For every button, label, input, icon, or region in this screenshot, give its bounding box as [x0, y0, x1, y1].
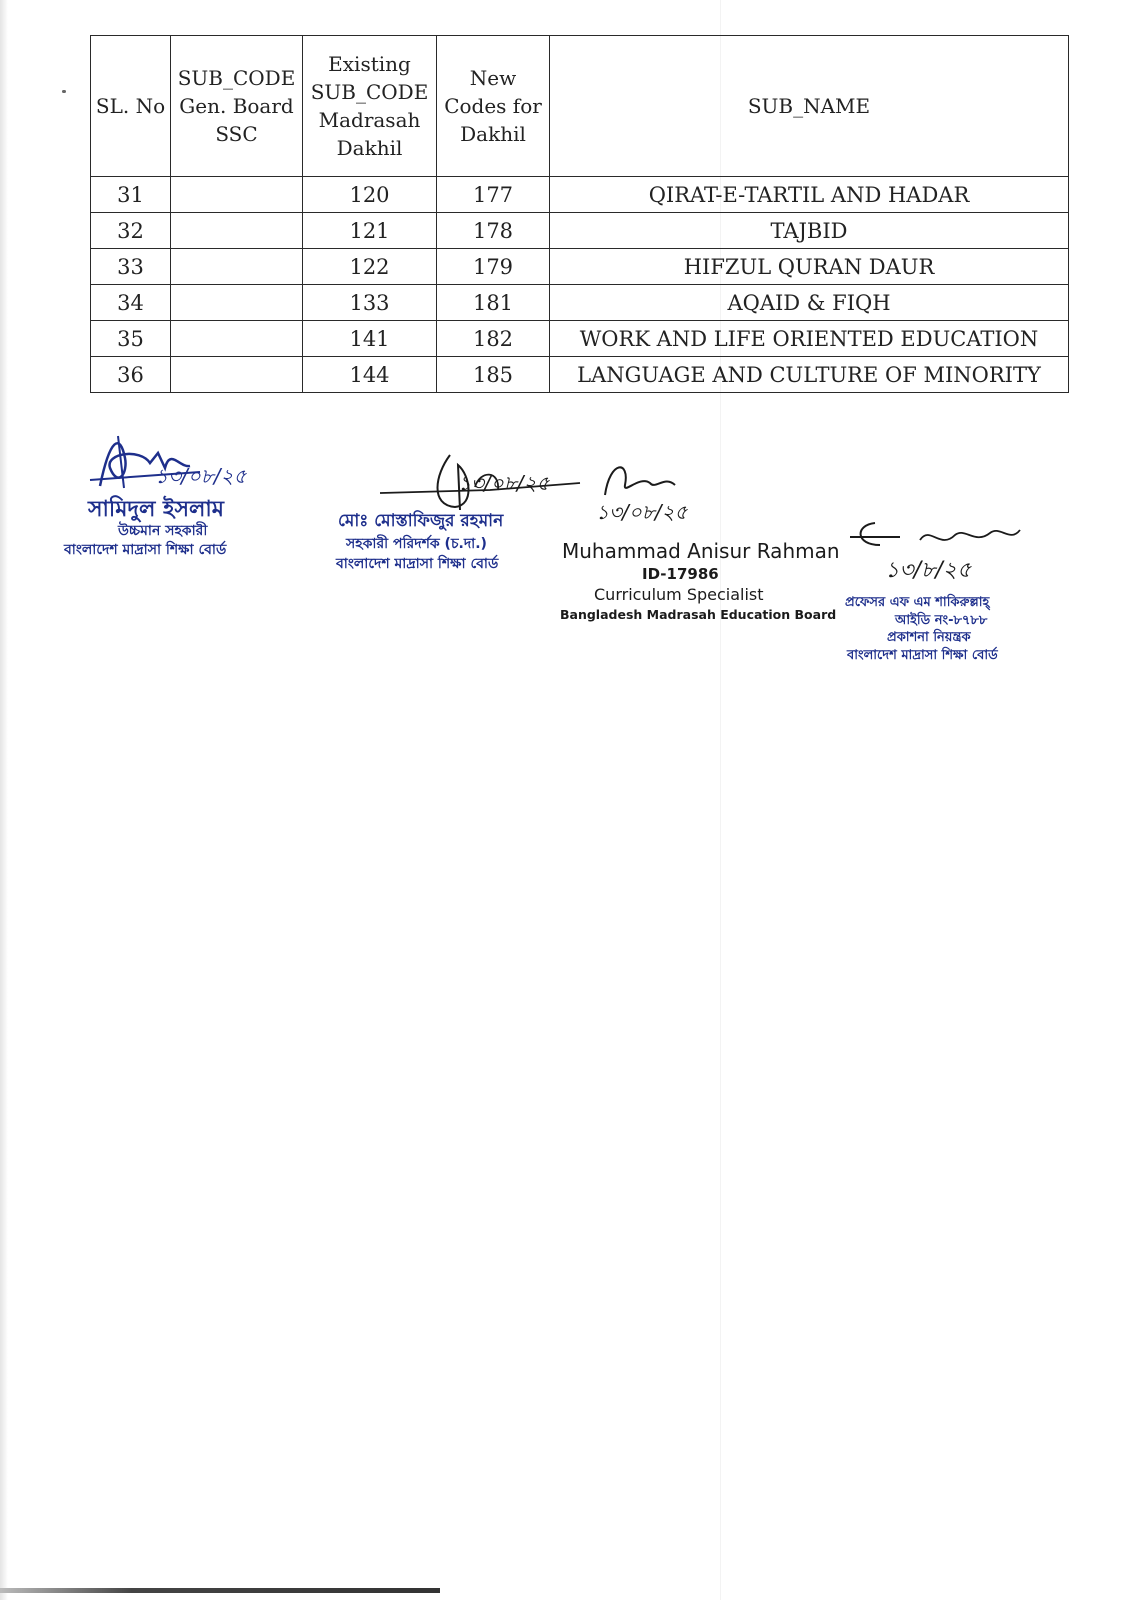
table-row: [91, 357, 1069, 393]
column-header-sl: SL. No: [91, 36, 171, 177]
handwritten-date: ১৩/৮/২৫: [885, 558, 972, 583]
signatory-designation: Curriculum Specialist: [594, 585, 764, 604]
cell-new: 182: [437, 321, 550, 357]
subject-code-table: [90, 35, 1069, 393]
signatory-organization: বাংলাদেশ মাদ্রাসা শিক্ষা বোর্ড: [336, 556, 499, 572]
table-body: [91, 177, 1069, 393]
cell-existing: 141: [303, 321, 437, 357]
cell-existing: 122: [303, 249, 437, 285]
cell-new: 179: [437, 249, 550, 285]
signature-block-4: [845, 515, 1065, 675]
column-header-gen: SUB_CODE Gen. Board SSC: [171, 36, 303, 177]
cell-sl: 34: [91, 285, 171, 321]
signatory-designation: উচ্চমান সহকারী: [118, 523, 208, 539]
cell-existing: 133: [303, 285, 437, 321]
signatory-name: Muhammad Anisur Rahman: [562, 539, 840, 563]
column-header-name: SUB_NAME: [550, 36, 1069, 177]
cell-sl: 35: [91, 321, 171, 357]
signature-block-1: [60, 428, 270, 568]
cell-new: 185: [437, 357, 550, 393]
cell-name: TAJBID: [550, 213, 1069, 249]
table-row: [91, 213, 1069, 249]
cell-sl: 36: [91, 357, 171, 393]
table-row: [91, 177, 1069, 213]
signatory-organization: বাংলাদেশ মাদ্রাসা শিক্ষা বোর্ড: [847, 648, 998, 663]
signature-block-3: [560, 455, 840, 635]
cell-existing: 121: [303, 213, 437, 249]
cell-sl: 32: [91, 213, 171, 249]
signatory-name: প্রফেসর এফ এম শাকিরুল্লাহ্: [845, 595, 990, 610]
signatory-id: ID-17986: [642, 565, 719, 583]
cell-gen: [171, 321, 303, 357]
table-row: [91, 249, 1069, 285]
cell-gen: [171, 357, 303, 393]
signatory-designation: প্রকাশনা নিয়ন্ত্রক: [887, 630, 971, 645]
column-header-existing: Existing SUB_CODE Madrasah Dakhil: [303, 36, 437, 177]
cell-sl: 31: [91, 177, 171, 213]
table-row: [91, 285, 1069, 321]
handwritten-date: ১৩/০৮/২৫: [458, 471, 550, 495]
cell-gen: [171, 213, 303, 249]
cell-gen: [171, 177, 303, 213]
cell-name: AQAID & FIQH: [550, 285, 1069, 321]
cell-new: 181: [437, 285, 550, 321]
cell-existing: 144: [303, 357, 437, 393]
signatory-name: মোঃ মোস্তাফিজুর রহমান: [338, 511, 504, 531]
cell-gen: [171, 249, 303, 285]
scan-speck: [62, 90, 66, 93]
signatory-name: সামিদুল ইসলাম: [88, 497, 224, 522]
cell-name: LANGUAGE AND CULTURE OF MINORITY: [550, 357, 1069, 393]
handwritten-date: ১৩/০৮/২৫: [155, 464, 247, 488]
signatory-id: আইডি নং-৮৭৮৮: [895, 613, 988, 628]
cell-existing: 120: [303, 177, 437, 213]
handwritten-date: ১৩/০৮/২৫: [596, 500, 688, 524]
signatory-designation: সহকারী পরিদর্শক (চ.দা.): [346, 536, 487, 552]
cell-name: HIFZUL QURAN DAUR: [550, 249, 1069, 285]
signature-block-2: [330, 445, 590, 585]
signatory-organization: Bangladesh Madrasah Education Board: [560, 607, 837, 622]
cell-sl: 33: [91, 249, 171, 285]
signatory-organization: বাংলাদেশ মাদ্রাসা শিক্ষা বোর্ড: [64, 542, 227, 558]
cell-name: QIRAT-E-TARTIL AND HADAR: [550, 177, 1069, 213]
cell-gen: [171, 285, 303, 321]
cell-name: WORK AND LIFE ORIENTED EDUCATION: [550, 321, 1069, 357]
scan-bottom-edge: [0, 1588, 440, 1593]
table-header-row: [91, 36, 1069, 177]
cell-new: 178: [437, 213, 550, 249]
table-row: [91, 321, 1069, 357]
cell-new: 177: [437, 177, 550, 213]
scan-edge-shadow: [0, 0, 8, 1600]
column-header-new: New Codes for Dakhil: [437, 36, 550, 177]
